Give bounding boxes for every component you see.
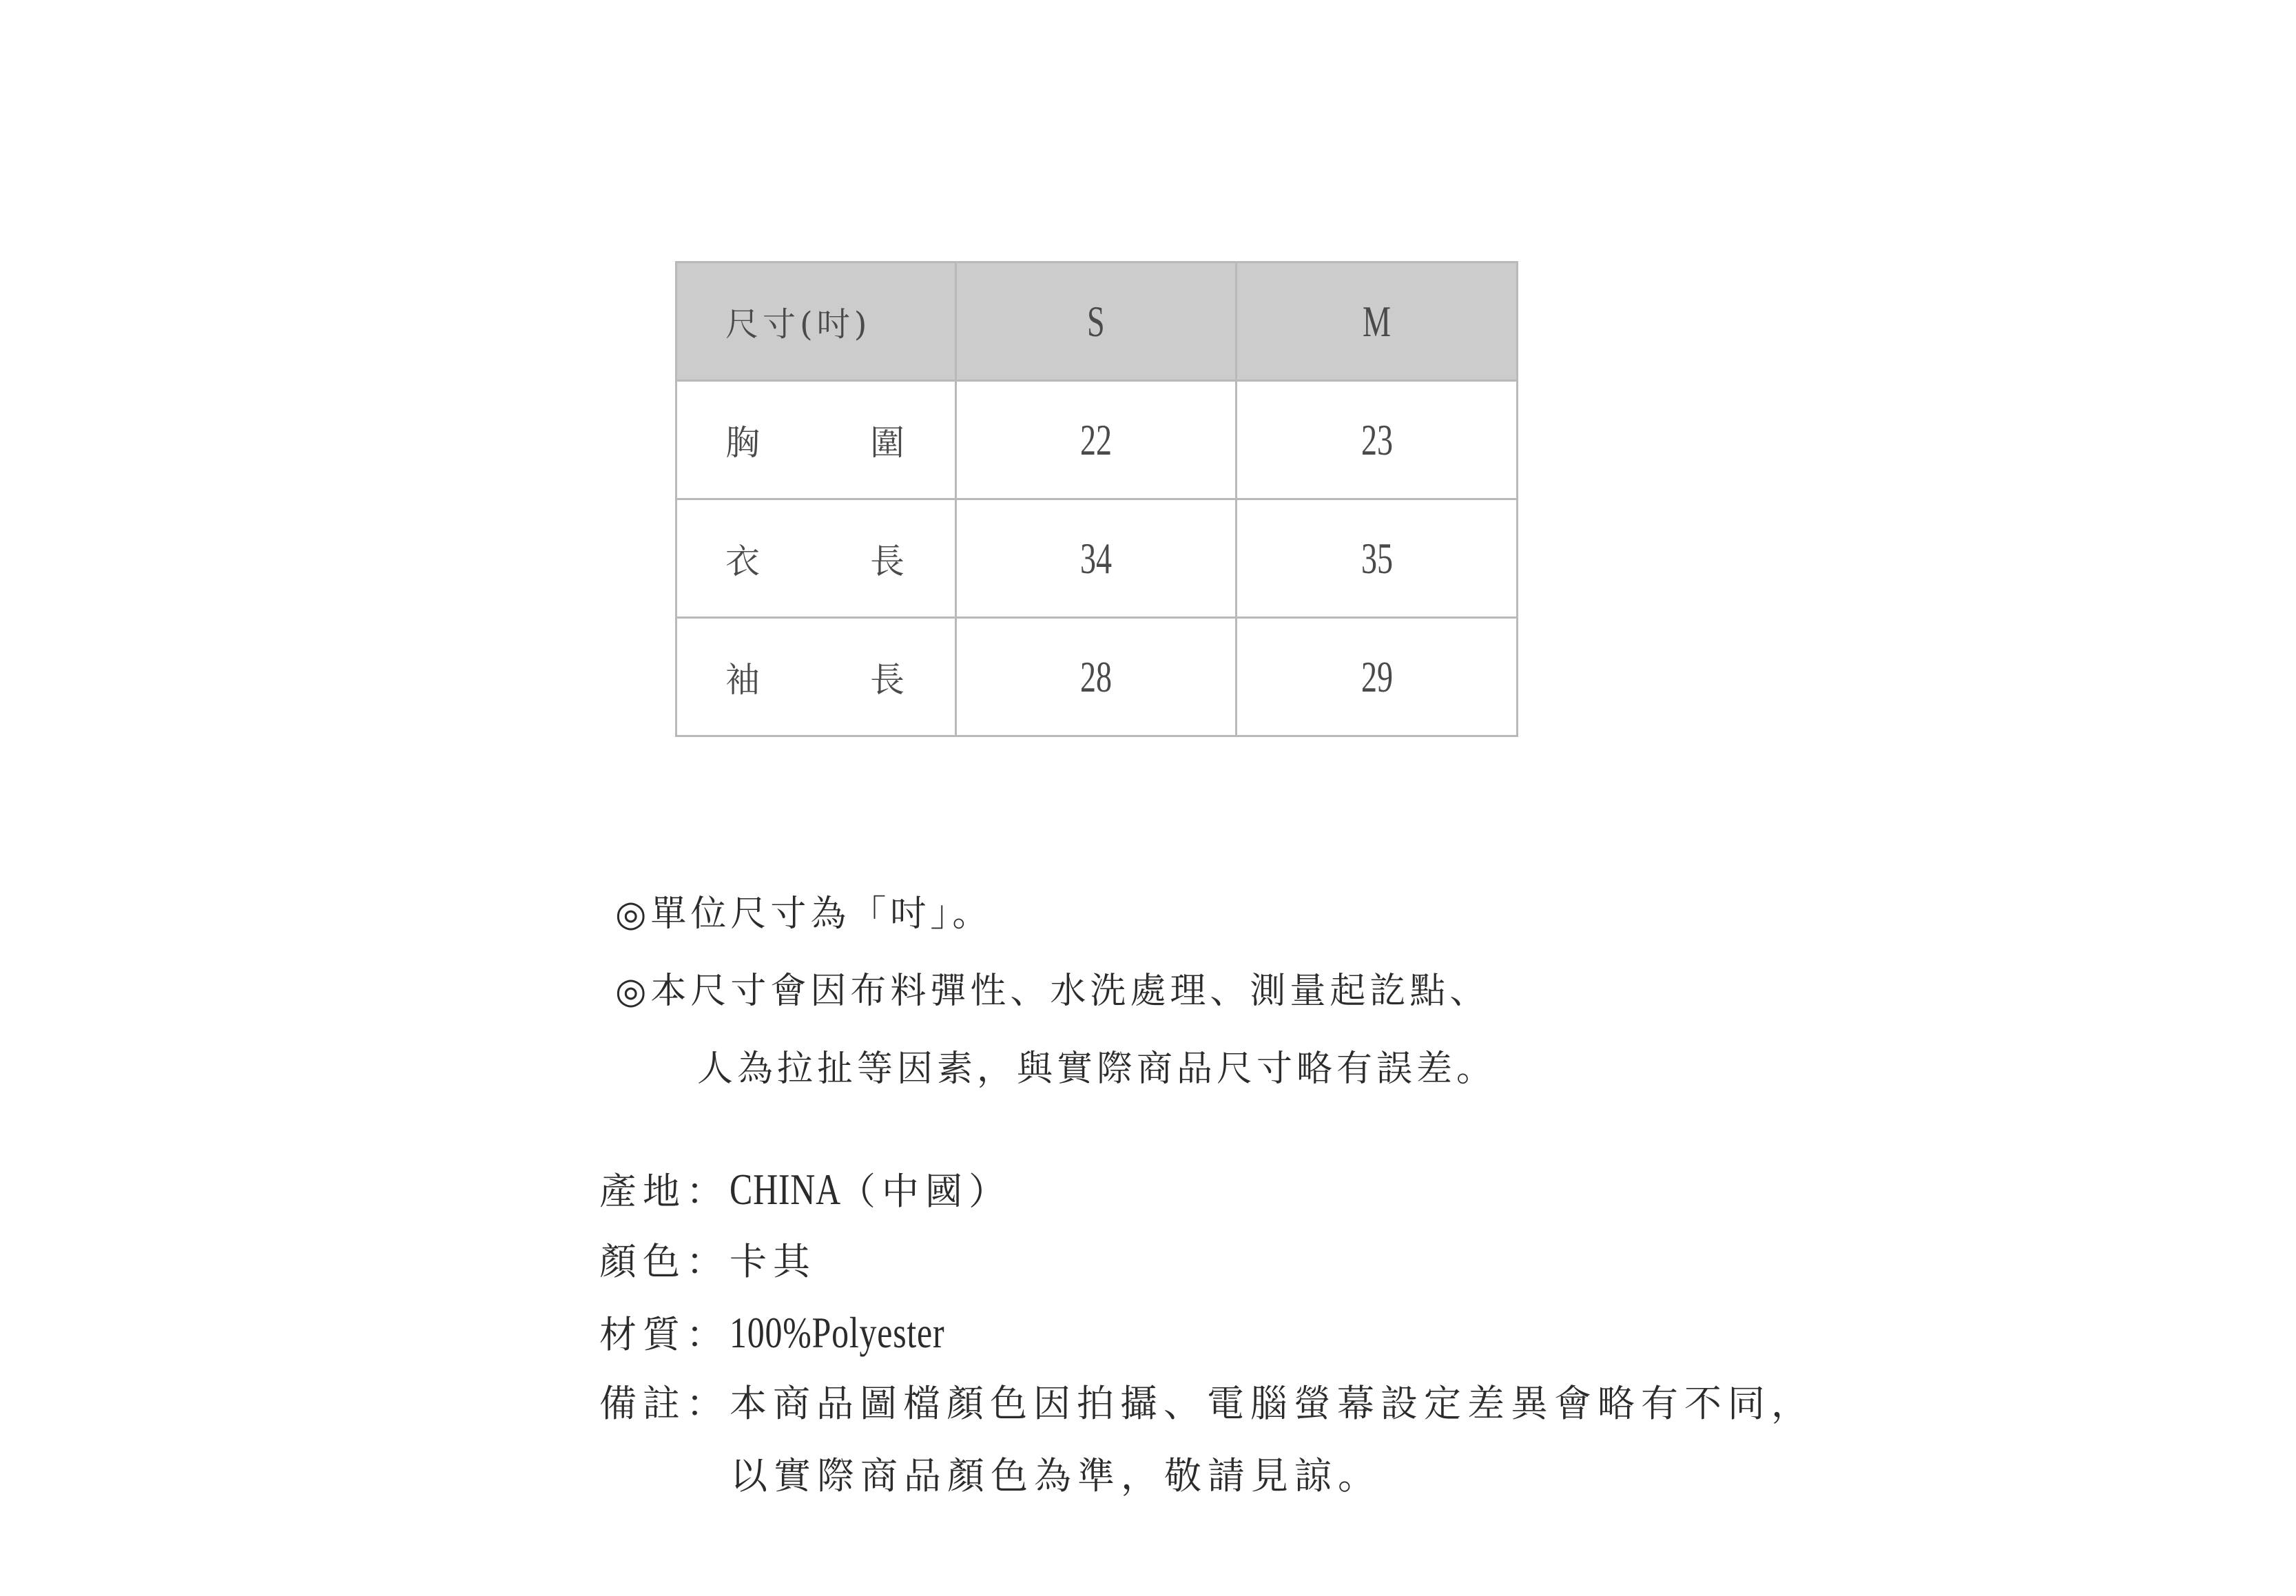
value: 29: [1361, 652, 1393, 701]
origin-value: CHINA: [730, 1165, 841, 1214]
cell-length-m: [1237, 499, 1518, 618]
row-label-left: 胸: [725, 422, 760, 463]
value: 22: [1079, 415, 1113, 464]
table-row-length: [676, 499, 1518, 618]
row-label-left: 衣: [725, 541, 760, 581]
material-label: 材質：: [599, 1313, 730, 1356]
value: 23: [1361, 415, 1393, 464]
cell-sleeve-s: [956, 618, 1237, 736]
table-row-chest: [676, 381, 1518, 499]
remark-line1: [599, 1383, 1814, 1424]
origin-line: [599, 1165, 1012, 1214]
origin-value-cjk: （中國）: [838, 1170, 1012, 1213]
cell-sleeve-m: [1237, 618, 1518, 736]
size-chart-table: [675, 261, 1518, 737]
note-variance-line1: ◎本尺寸會因布料彈性、水洗處理、測量起訖點、: [615, 971, 1490, 1012]
value: 28: [1079, 652, 1113, 701]
row-label-cell: [676, 381, 956, 499]
row-label-left: 袖: [725, 659, 760, 700]
material-line: [599, 1308, 1006, 1357]
value: 35: [1361, 533, 1393, 583]
cell-chest-m: [1237, 381, 1518, 499]
color-label: 顏色：: [599, 1240, 730, 1283]
color-value: 卡其: [730, 1240, 816, 1283]
row-label-cell: [676, 499, 956, 618]
origin-label: 產地：: [599, 1170, 730, 1213]
header-size-m: [1237, 262, 1518, 381]
row-label-chest: [677, 415, 904, 465]
remark-text-line1: 本商品圖檔顏色因拍攝、電腦螢幕設定差異會略有不同，: [730, 1382, 1814, 1425]
row-label-sleeve: [677, 652, 904, 702]
cell-chest-s: [956, 381, 1237, 499]
row-label-length: [677, 534, 904, 583]
cell-length-s: [956, 499, 1237, 618]
header-unit-label: 尺寸(吋): [725, 305, 871, 344]
header-size-s: [956, 262, 1237, 381]
color-line: [599, 1241, 816, 1283]
row-label-right: 長: [870, 541, 904, 581]
size-chart-header-row: [676, 262, 1518, 381]
note-unit: ◎單位尺寸為「吋」。: [615, 893, 993, 935]
remark-label: 備註：: [599, 1382, 730, 1425]
row-label-right: 圍: [870, 422, 904, 463]
table-row-sleeve: [676, 618, 1518, 736]
note-variance-line2: 人為拉扯等因素，與實際商品尺寸略有誤差。: [697, 1048, 1497, 1090]
size-chart-header-label-cell: [676, 262, 956, 381]
material-value: 100%Polyester: [730, 1308, 945, 1357]
size-m-label: M: [1363, 296, 1391, 346]
row-label-cell: [676, 618, 956, 736]
size-s-label: S: [1087, 296, 1105, 346]
row-label-right: 長: [870, 659, 904, 700]
value: 34: [1079, 533, 1113, 583]
remark-line2: 以實際商品顏色為準，敬請見諒。: [730, 1454, 1381, 1497]
